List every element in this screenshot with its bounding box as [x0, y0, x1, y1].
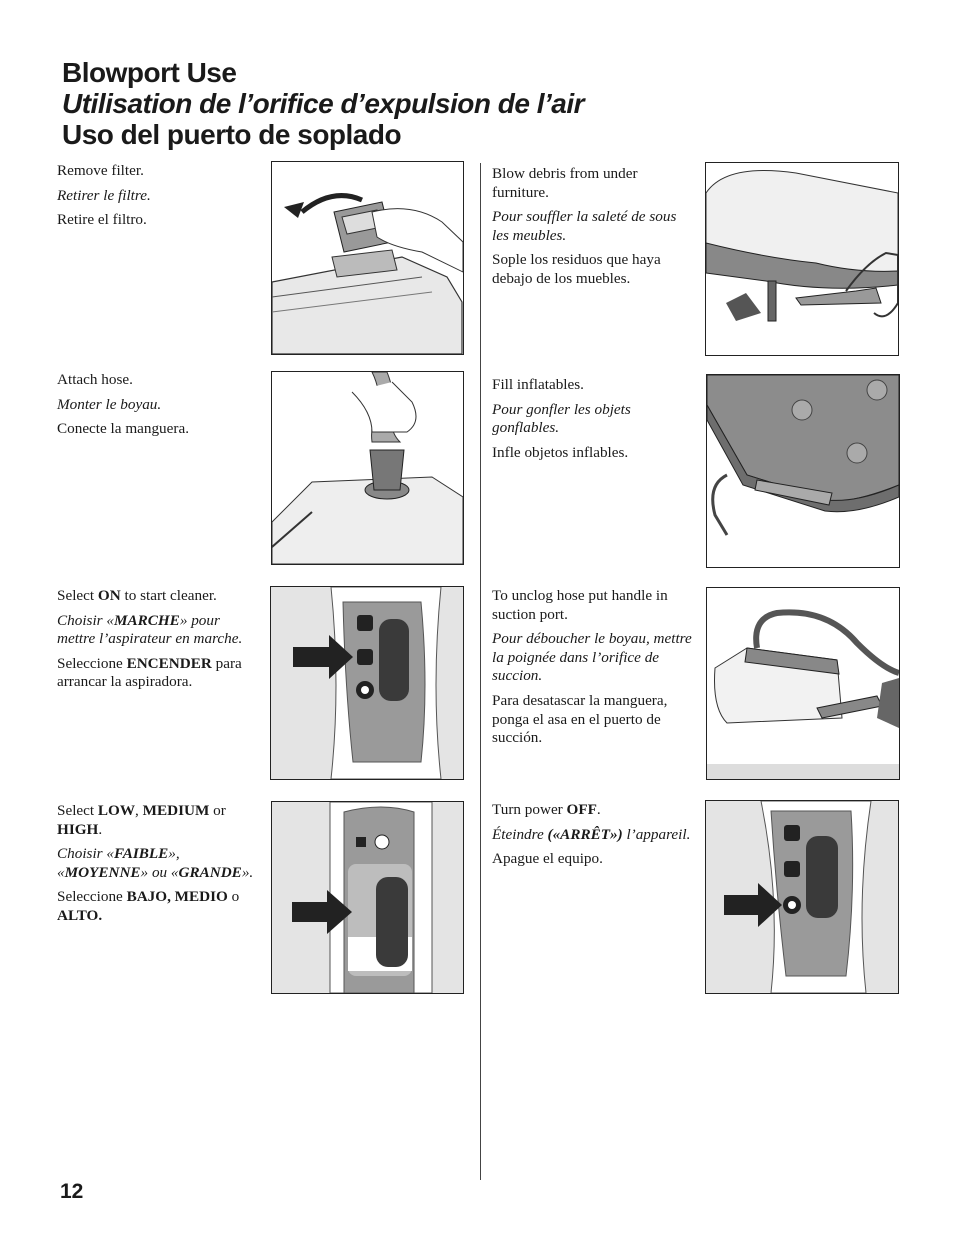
step-select-on-text	[57, 587, 257, 698]
title-english: Blowport Use	[62, 57, 237, 88]
step-text-fr: Pour déboucher le boyau, mettre la poignée dans l’orifice de succion.	[492, 630, 692, 685]
step-text-es: Seleccione ENCENDER para arrancar la aspiradora.	[57, 654, 242, 691]
hose-attach-illustration	[271, 371, 464, 565]
step-text-en: Select ON to start cleaner.	[57, 587, 217, 604]
page-number: 12	[60, 1180, 84, 1203]
step-attach-hose-text	[57, 371, 257, 445]
step-text-fr: Pour gonfler les objets gonflables.	[492, 400, 631, 437]
step-text-fr: Choisir «MARCHE» pour mettre l’aspirateur en marche.	[57, 611, 243, 648]
step-text-en: Attach hose.	[57, 371, 133, 388]
step-unclog-hose-text	[492, 587, 692, 754]
column-divider	[480, 163, 481, 1180]
step-fill-inflatables-text	[492, 376, 692, 468]
title-french: Utilisation de l’orifice d’expulsion de l’air	[62, 88, 585, 119]
power-switch-on-illustration	[270, 586, 464, 780]
speed-switch-illustration	[271, 801, 464, 994]
unclog-hose-illustration	[706, 587, 900, 780]
step-text-en: Select LOW, MEDIUM or HIGH.	[57, 802, 226, 838]
step-text-en: Blow debris from under furniture.	[492, 165, 638, 201]
blow-under-furniture-illustration	[705, 162, 899, 356]
step-text-fr: Éteindre («ARRÊT») l’appareil.	[492, 825, 691, 843]
step-blow-debris-text	[492, 165, 692, 295]
filter-removal-illustration	[271, 161, 464, 355]
step-text-en: Fill inflatables.	[492, 376, 584, 393]
step-text-en: To unclog hose put handle in suction port.	[492, 587, 668, 623]
step-text-en: Remove filter.	[57, 162, 144, 179]
step-select-speed-text	[57, 802, 257, 932]
step-remove-filter-text	[57, 162, 257, 236]
step-text-es: Infle objetos inflables.	[492, 443, 629, 461]
step-text-es: Retire el filtro.	[57, 211, 147, 229]
step-text-es: Sople los residuos que haya debajo de los muebles.	[492, 251, 661, 287]
step-text-fr: Retirer le filtre.	[57, 186, 151, 204]
step-text-en: Turn power OFF.	[492, 801, 601, 818]
step-text-es: Para desatascar la manguera, ponga el asa en el puerto de succión.	[492, 691, 668, 747]
step-text-fr: Pour souffler la saleté de sous les meubles.	[492, 208, 677, 244]
step-turn-off-text	[492, 801, 692, 875]
power-switch-off-illustration	[705, 800, 899, 994]
step-text-fr: Choisir «FAIBLE», «MOYENNE» ou «GRANDE».	[57, 845, 254, 881]
step-text-es: Seleccione BAJO, MEDIO o ALTO.	[57, 888, 240, 924]
step-text-es: Conecte la manguera.	[57, 420, 189, 438]
step-text-fr: Monter le boyau.	[57, 395, 162, 413]
title-spanish: Uso del puerto de soplado	[62, 119, 402, 150]
step-text-es: Apague el equipo.	[492, 850, 603, 868]
inflate-mattress-illustration	[706, 374, 900, 568]
